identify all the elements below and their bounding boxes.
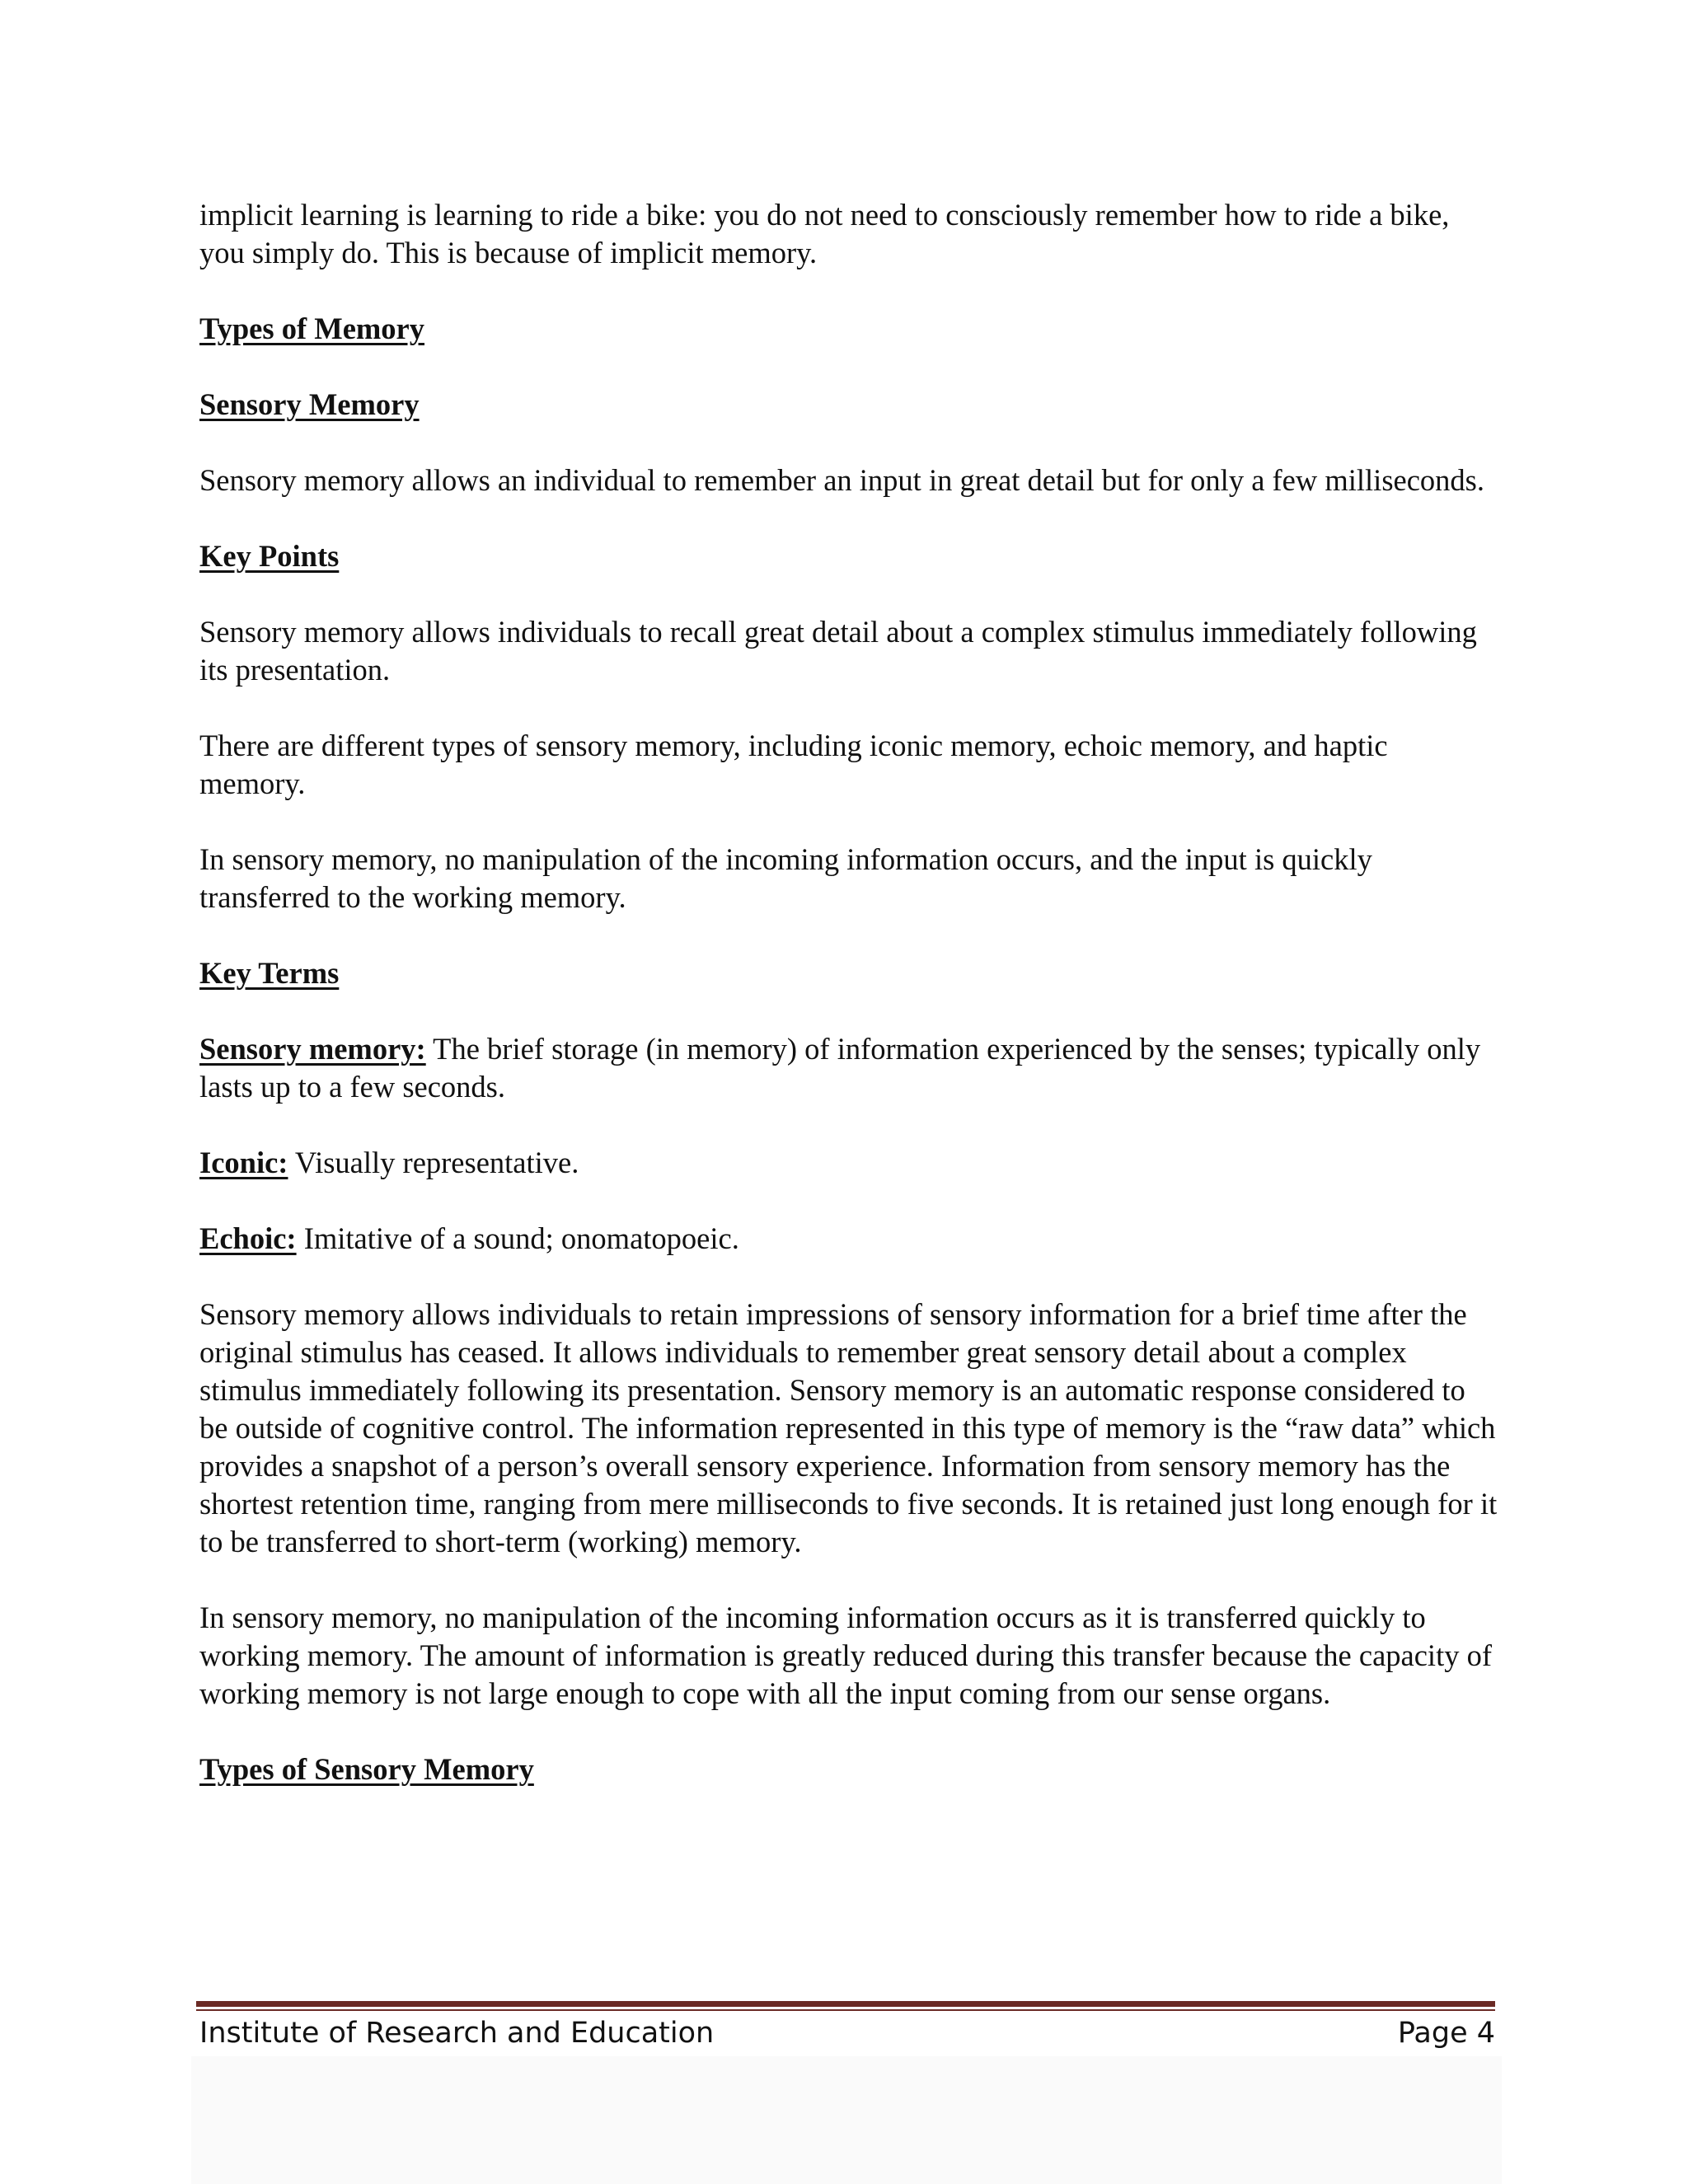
footer-divider xyxy=(196,2001,1495,2011)
term-definition: Visually representative. xyxy=(288,1146,579,1179)
footer-divider-thick xyxy=(196,2001,1495,2007)
document-body xyxy=(199,196,1500,1826)
body-paragraph-1: Sensory memory allows individuals to retain impressions of sensory information for a brief time after the original stimulus has ceased. It allows individuals to remember great sensory detail about a complex stimulus immediately following its presentation. Sensory memory is an automatic response considered to be outside of cognitive control. The information represented in this type of memory is the “raw data” which provides a snapshot of a person’s overall sensory experience. Information from sensory memory has the shortest retention time, ranging from mere milliseconds to five seconds. It is retained just long enough for it to be transferred to short-term (working) memory. xyxy=(199,1297,1498,1558)
heading-types-of-sensory-memory: Types of Sensory Memory xyxy=(199,1752,534,1786)
footer-institution: Institute of Research and Education xyxy=(199,2017,715,2050)
key-point-3: In sensory memory, no manipulation of the incoming information occurs, and the input is quickly transferred to the working memory. xyxy=(199,842,1372,914)
body-paragraph-2: In sensory memory, no manipulation of the incoming information occurs as it is transferred quickly to working memory. The amount of information is greatly reduced during this transfer because the capacity of working memory is not large enough to cope with all the input coming from our sense organs. xyxy=(199,1601,1492,1710)
term-label: Iconic: xyxy=(199,1146,288,1179)
term-label: Sensory memory: xyxy=(199,1032,426,1066)
key-term-sensory-memory xyxy=(199,1030,1500,1106)
page-footer xyxy=(199,2013,1495,2054)
term-definition: The brief storage (in memory) of information experienced by the senses; typically only lasts up to a few seconds. xyxy=(199,1032,1481,1104)
heading-key-points: Key Points xyxy=(199,539,340,573)
intro-paragraph: implicit learning is learning to ride a bike: you do not need to consciously remember how to ride a bike, you simply do. This is because of implicit memory. xyxy=(199,198,1450,269)
key-term-iconic xyxy=(199,1144,1500,1182)
key-term-echoic xyxy=(199,1220,1500,1258)
key-point-1: Sensory memory allows individuals to recall great detail about a complex stimulus immediately following its presentation. xyxy=(199,615,1477,687)
footer-divider-thin xyxy=(196,2009,1495,2011)
key-point-2: There are different types of sensory memory, including iconic memory, echoic memory, and haptic memory. xyxy=(199,729,1388,800)
footer-page-number: Page 4 xyxy=(1397,2017,1495,2050)
term-label: Echoic: xyxy=(199,1221,297,1255)
sensory-memory-summary: Sensory memory allows an individual to remember an input in great detail but for only a few milliseconds. xyxy=(199,463,1485,497)
term-definition: Imitative of a sound; onomatopoeic. xyxy=(296,1221,739,1255)
heading-types-of-memory: Types of Memory xyxy=(199,312,425,345)
heading-sensory-memory: Sensory Memory xyxy=(199,387,420,421)
footer-shade xyxy=(191,2056,1502,2184)
heading-key-terms: Key Terms xyxy=(199,956,340,990)
